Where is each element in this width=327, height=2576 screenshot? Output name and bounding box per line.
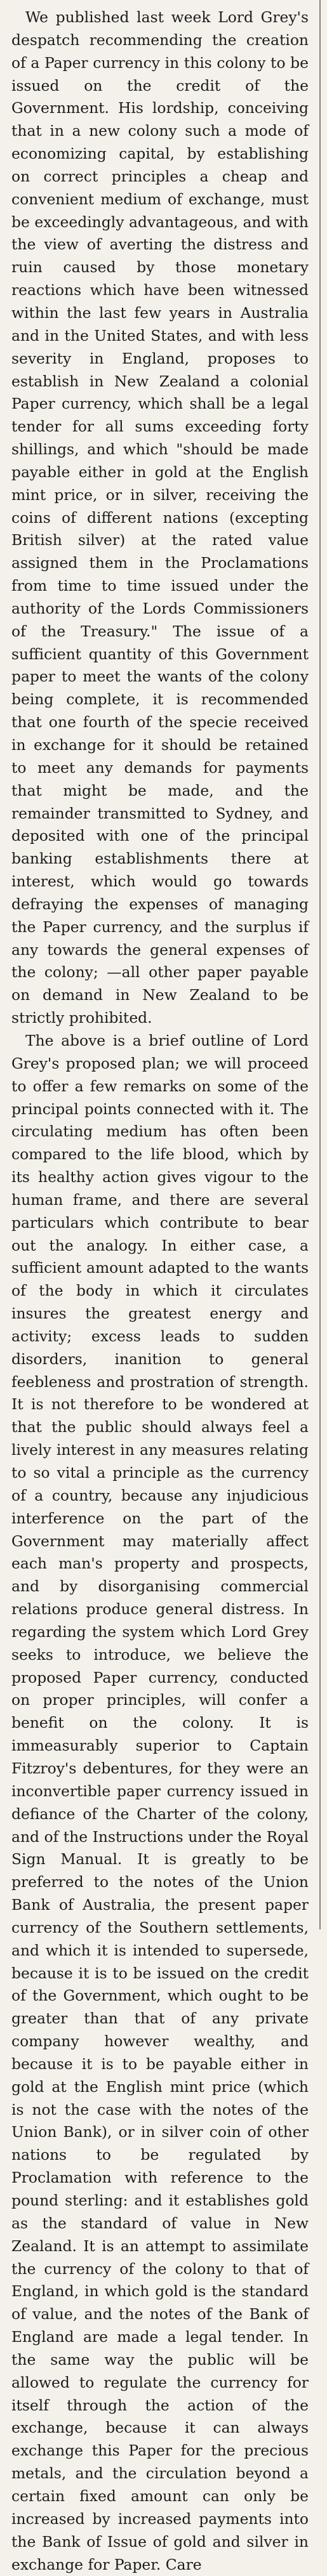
article-paragraph-1: We published last week Lord Grey's despatch recommending the creation of a Paper currency in this colony to be issued on the credit of the Government. His lordship, conceiving that in a new colony such a mode of economizing capital, by establishing on correct principles a cheap and convenient medium of exchange, must be exceedingly advantageous, and with the view of averting the distress and ruin caused by those monetary reactions which have been witnessed within the last few years in Australia and in the United States, and with less severity in England, proposes to establish in New Zealand a colonial Paper currency, which shall be a legal tender for all sums exceeding forty shillings, and which "should be made payable either in gold at the English mint price, or in silver, receiving the coins of different nations (excepting British silver) at the rated value assigned them in the Proclamations from time to time issued under the authority of the Lords Commissioners of the Treasury." The issue of a sufficient quantity of this Government paper to meet the wants of the colony being complete, it is recommended that one fourth of the specie received in exchange for it should be retained to meet any demands for payments that might be made, and the remainder transmitted to Sydney, and deposited with one of the principal banking establishments there at interest, which would go towards defraying the expenses of managing the Paper currency, and the surplus if any towards the general expenses of the colony; —all other paper payable on demand in New Zealand to be strictly prohibited. bbox=[11, 8, 309, 1027]
column-rule bbox=[319, 0, 321, 1929]
article-paragraph-2: The above is a brief outline of Lord Grey's proposed plan; we will proceed to offer a few remarks on some of the principal points connected with it. The circulating medium has often been compared to the life blood, which by its healthy action gives vigour to the human frame, and there are several particulars which contribute to bear out the analogy. In either case, a sufficient amount adapted to the wants of the body in which it circulates insures the greatest energy and activity; excess leads to sudden disorders, inanition to general feebleness and prostration of strength. It is not therefore to be wondered at that the public should always feel a lively interest in any measures relating to so vital a principle as the currency of a country, because any injudicious interference on the part of the Government may materially affect each man's property and prospects, and by disorganising commercial relations produce general distress. In regarding the system which Lord Grey seeks to introduce, we believe the proposed Paper currency, conducted on proper principles, will confer a benefit on the colony. It is immeasurably superior to Captain Fitzroy's debentures, for they were an inconvertible paper currency issued in defiance of the Charter of the colony, and of the Instructions under the Royal Sign Manual. It is greatly to be preferred to the notes of the Union Bank of Australia, the present paper currency of the Southern settlements, and which it is intended to supersede, because it is to be issued on the credit of the Government, which ought to be greater than that of any private company however wealthy, and because it is to be payable either in gold at the English mint price (which is not the case with the notes of the Union Bank), or in silver coin of other nations to be regulated by Proclamation with reference to the pound sterling: and it establishes gold as the standard of value in New Zealand. It is an attempt to assimilate the currency of the colony to that of England, in which gold is the standard of value, and the notes of the Bank of England are made a legal tender. In the same way the public will be allowed to regulate the currency for itself through the action of the exchange, because it can always exchange this Paper for the precious metals, and the circulation beyond a certain fixed amount can only be increased by increased payments into the Bank of Issue of gold and silver in exchange for Paper. Care bbox=[11, 1031, 309, 2573]
article-column bbox=[11, 6, 309, 2573]
